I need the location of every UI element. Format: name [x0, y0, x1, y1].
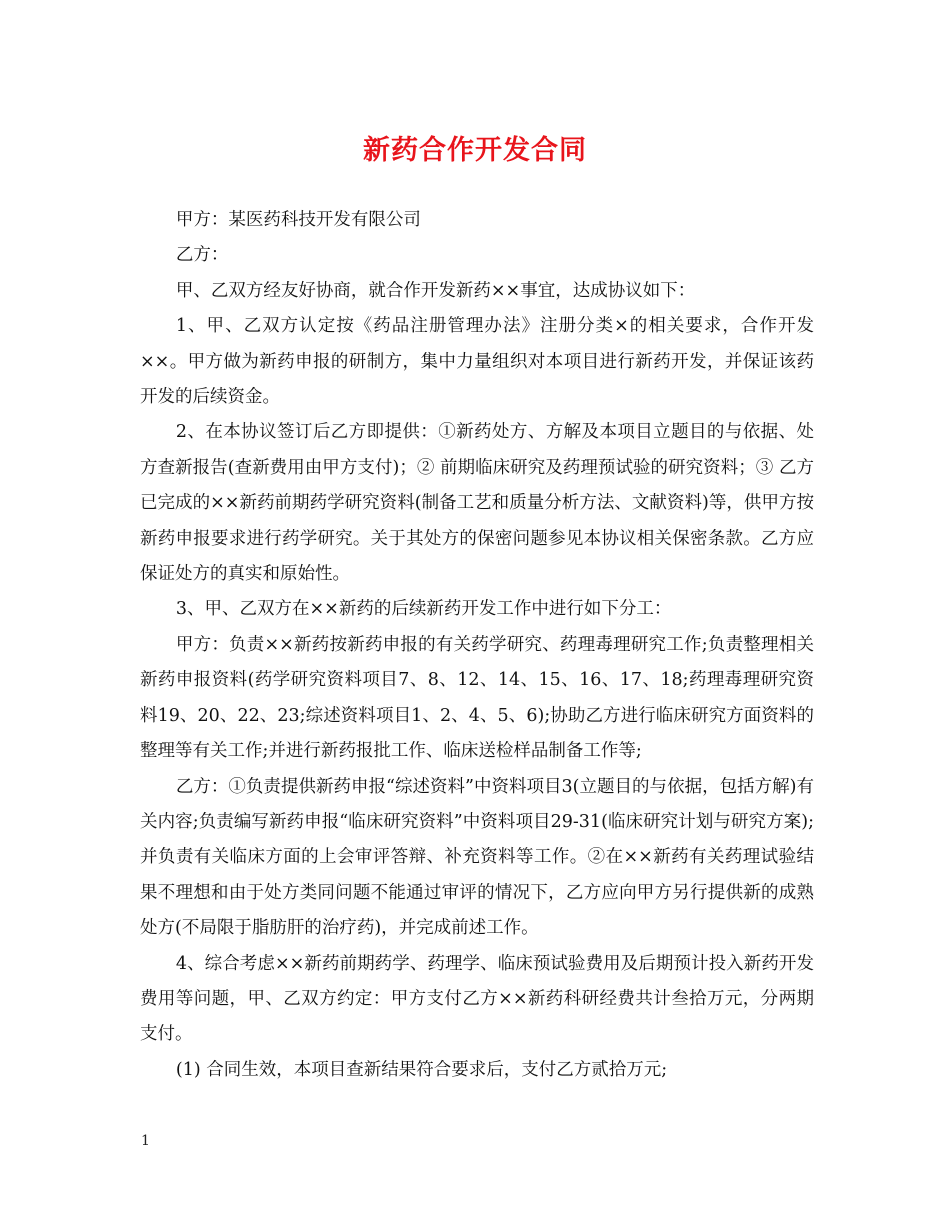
clause-1-paragraph: 1、甲、乙双方认定按《药品注册管理办法》注册分类×的相关要求，合作开发××。甲方做为新药申报的研制方，集中力量组织对本项目进行新药开发，并保证该药开发的后续资金。 — [140, 316, 814, 408]
clause-4-paragraph: 4、综合考虑××新药前期药学、药理学、临床预试验费用及后期预计投入新药开发费用等问题，甲、乙双方约定：甲方支付乙方××新药科研经费共计叁拾万元，分两期支付。 — [140, 953, 814, 1045]
payment-item-1-paragraph: (1) 合同生效，本项目查新结果符合要求后，支付乙方贰拾万元; — [175, 1059, 668, 1080]
party-b-duties-paragraph: 乙方：①负责提供新药申报“综述资料”中资料项目3(立题目的与依据，包括方解)有关内容;负责编写新药申报“临床研究资料”中资料项目29-31(临床研究计划与研究方案);并负责有关临床方面的上会审评答辩、补充资料等工作。②在××新药有关药理试验结果不理想和由于处方类同问题不能通过审评的情况下，乙方应向甲方另行提供新的成熟处方(不局限于脂肪肝的治疗药)，并完成前述工作。 — [140, 776, 814, 939]
party-b-line: 乙方： — [175, 245, 229, 266]
party-a-duties-paragraph: 甲方：负责××新药按新药申报的有关药学研究、药理毒理研究工作;负责整理相关新药申报资料(药学研究资料项目7、8、12、14、15、16、17、18;药理毒理研究资料19、20、22、23;综述资料项目1、2、4、5、6);协助乙方进行临床研究方面资料的整理等有关工作;并进行新药报批工作、临床送检样品制备工作等; — [140, 634, 814, 762]
document-body — [140, 203, 814, 1088]
document-title: 新药合作开发合同 — [363, 135, 587, 166]
clause-2-paragraph: 2、在本协议签订后乙方即提供：①新药处方、方解及本项目立题目的与依据、处方查新报告(查新费用由甲方支付)；② 前期临床研究及药理预试验的研究资料；③ 乙方已完成的××新药前期药学研究资料(制备工艺和质量分析方法、文献资料)等，供甲方按新药申报要求进行药学研究。关于其处方的保密问题参见本协议相关保密条款。乙方应保证处方的真实和原始性。 — [140, 422, 814, 585]
preamble-paragraph: 甲、乙双方经友好协商，就合作开发新药××事宜，达成协议如下： — [175, 280, 696, 301]
party-a-line: 甲方：某医药科技开发有限公司 — [175, 210, 421, 230]
clause-3-paragraph: 3、甲、乙双方在××新药的后续新药开发工作中进行如下分工： — [175, 599, 672, 620]
page-number: 1 — [141, 1133, 150, 1149]
